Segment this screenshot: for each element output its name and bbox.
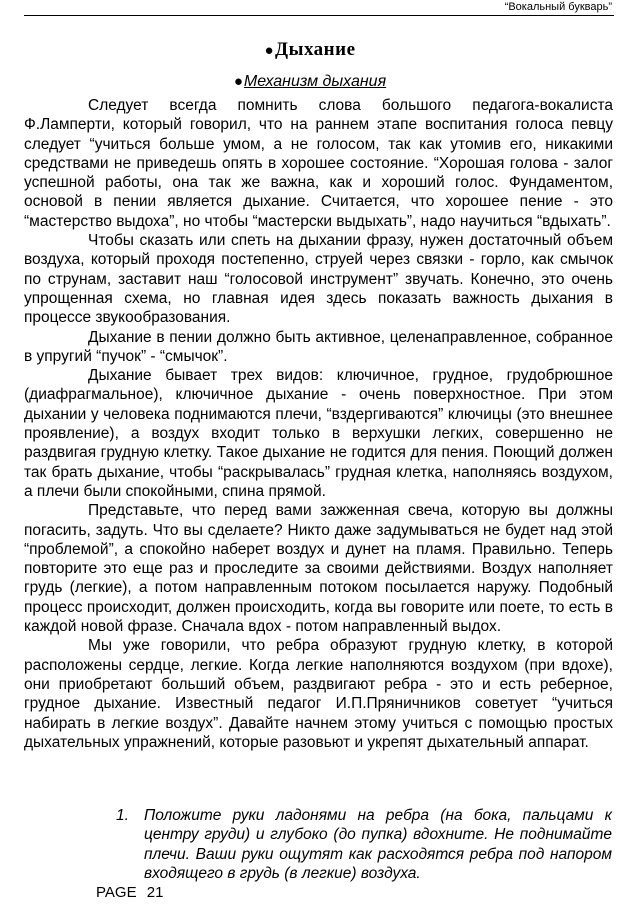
section-subtitle-text: Механизм дыхания xyxy=(243,73,387,90)
exercise-number: 1. xyxy=(116,807,129,824)
header-rule xyxy=(24,15,614,16)
paragraph: Представьте, что перед вами зажженная свеча, которую вы должны погасить, задуть. Что вы сделаете? Никто даже задумываться не будет над этой “проблемой”, а спокойно наберет воздух и дунет на пламя. Правильно. Теперь повторите это еще раз и проследите за своими действиями. Воздух наполняет грудь (легкие), а потом направленным потоком посылается наружу. Подобный процесс происходит, должен происходить, когда вы говорите или поете, то есть в каждой новой фразе. Сначала вдох - потом направленный выдох. xyxy=(24,502,613,636)
running-header: “Вокальный букварь” xyxy=(504,1,612,13)
exercise-text: Положите руки ладонями на ребра (на бока, пальцами к центру груди) и глубоко (до пупка) вдохните. Не поднимайте плечи. Ваши руки ощутят как расходятся ребра под напором входящего в грудь (в легкие) воздуха. xyxy=(144,807,612,882)
page-label: PAGE xyxy=(96,884,137,901)
bullet-icon: ● xyxy=(233,73,243,90)
section-subtitle xyxy=(0,72,620,92)
paragraph: Следует всегда помнить слова большого педагога-вокалиста Ф.Ламперти, который говорил, что на раннем этапе воспитания голоса певцу следует “учиться больше умом, а не голосом, так как утомив его, никакими средствами не приведешь опять в хорошее состояние. “Хорошая голова - залог успешной работы, она так же важна, как и хороший голос. Фундаментом, основой в пении является дыхание. Считается, что хорошее пение - это “мастерство выдоха”, но чтобы “мастерски выдыхать”, надо научиться “вдыхать”. xyxy=(24,97,613,230)
page-footer xyxy=(96,884,163,902)
paragraph: Дыхание бывает трех видов: ключичное, грудное, грудобрюшное (диафрагмальное), ключичное дыхание - очень поверхностное. При этом дыхании у человека поднимаются плечи, “вздергиваются” ключицы (это внешнее проявление), а воздух входит только в верхушки легких, совершенно не раздвигая грудную клетку. Такое дыхание не годится для пения. Поющий должен так брать дыхание, чтобы “раскрывалась” грудная клетка, наполняясь воздухом, а плечи были спокойными, спина прямой. xyxy=(24,367,613,500)
paragraph: Чтобы сказать или спеть на дыхании фразу, нужен достаточный объем воздуха, который проходя постепенно, струей через связки - горло, как смычок по струнам, заставит наш “голосовой инструмент” звучать. Конечно, это очень упрощенная схема, но главная идея здесь показать важность дыхания в процессе звукообразования. xyxy=(24,232,613,327)
page-number: 21 xyxy=(146,884,164,901)
body-text xyxy=(24,96,613,752)
bullet-icon: ● xyxy=(264,43,275,59)
section-title-text: Дыхание xyxy=(275,39,356,60)
exercise-item xyxy=(116,806,612,883)
section-title xyxy=(0,38,620,63)
paragraph: Дыхание в пении должно быть активное, целенаправленное, собранное в упругий “пучок” - “смычок”. xyxy=(24,328,613,365)
paragraph: Мы уже говорили, что ребра образуют грудную клетку, в которой расположены сердце, легкие. Когда легкие наполняются воздухом (при вдохе), они приобретают больший объем, раздвигают ребра - это и есть реберное, грудное дыхание. Известный педагог И.П.Пряничников советует “учиться набирать в легкие воздух”. Давайте начнем этому учиться с помощью простых дыхательных упражнений, которые разовьют и укрепят дыхательный аппарат. xyxy=(24,637,613,751)
